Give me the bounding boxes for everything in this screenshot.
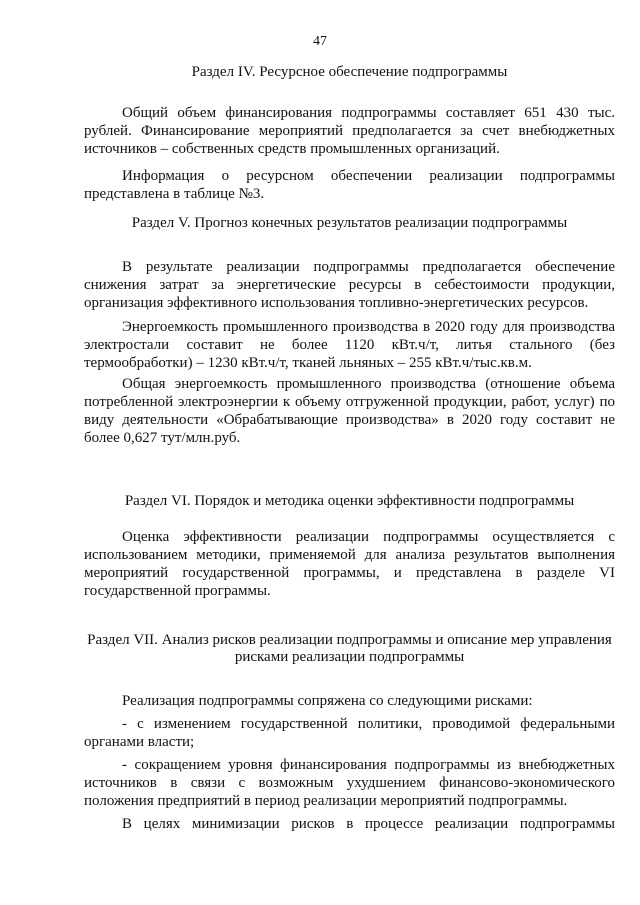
section-5-paragraph-1: В результате реализации подпрограммы предполагается обеспечение снижения затрат за энергетические ресурсы в себестоимости продукции, организация эффективного использования топливно-энергетических ресурсов.	[84, 259, 615, 311]
section-7-paragraph-2: - с изменением государственной политики, проводимой федеральными органами власти;	[84, 716, 615, 750]
section-4-paragraph-2: Информация о ресурсном обеспечении реализации подпрограммы представлена в таблице №3.	[84, 168, 615, 202]
section-6-heading: Раздел VI. Порядок и методика оценки эффективности подпрограммы	[124, 493, 575, 509]
section-5-heading: Раздел V. Прогноз конечных результатов реализации подпрограммы	[131, 215, 568, 231]
section-7-paragraph-1: Реализация подпрограммы сопряжена со следующими рисками:	[122, 693, 533, 709]
section-4-heading: Раздел IV. Ресурсное обеспечение подпрограммы	[191, 64, 508, 80]
section-7-heading: Раздел VII. Анализ рисков реализации подпрограммы и описание мер управления рисками реализации подпрограммы	[87, 632, 612, 665]
page-number: 47	[313, 34, 327, 49]
section-5-paragraph-3: Общая энергоемкость промышленного производства (отношение объема потребленной электроэнергии к объему отгруженной продукции, работ, услуг) по виду деятельности «Обрабатывающие производства» в 2020 году составит не более 0,627 тут/млн.руб.	[84, 376, 615, 446]
section-5-paragraph-2: Энергоемкость промышленного производства в 2020 году для производства электростали составит не более 1120 кВт.ч/т, литья стального (без термообработки) – 1230 кВт.ч/т, тканей льняных – 255 кВт.ч/тыс.кв.м.	[84, 319, 615, 371]
section-4-paragraph-1: Общий объем финансирования подпрограммы составляет 651 430 тыс. рублей. Финансирование мероприятий предполагается за счет внебюджетных источников – собственных средств промышленных организаций.	[84, 105, 615, 157]
section-6-paragraph-1: Оценка эффективности реализации подпрограммы осуществляется с использованием методики, применяемой для анализа результатов выполнения мероприятий государственной программы, и представлена в разделе VI государственной программы.	[84, 529, 615, 599]
section-7-paragraph-4: В целях минимизации рисков в процессе реализации подпрограммы	[122, 816, 615, 832]
section-7-paragraph-3: - сокращением уровня финансирования подпрограммы из внебюджетных источников в связи с возможным ухудшением финансово-экономического положения предприятий в период реализации мероприятий подпрограммы.	[84, 757, 615, 809]
